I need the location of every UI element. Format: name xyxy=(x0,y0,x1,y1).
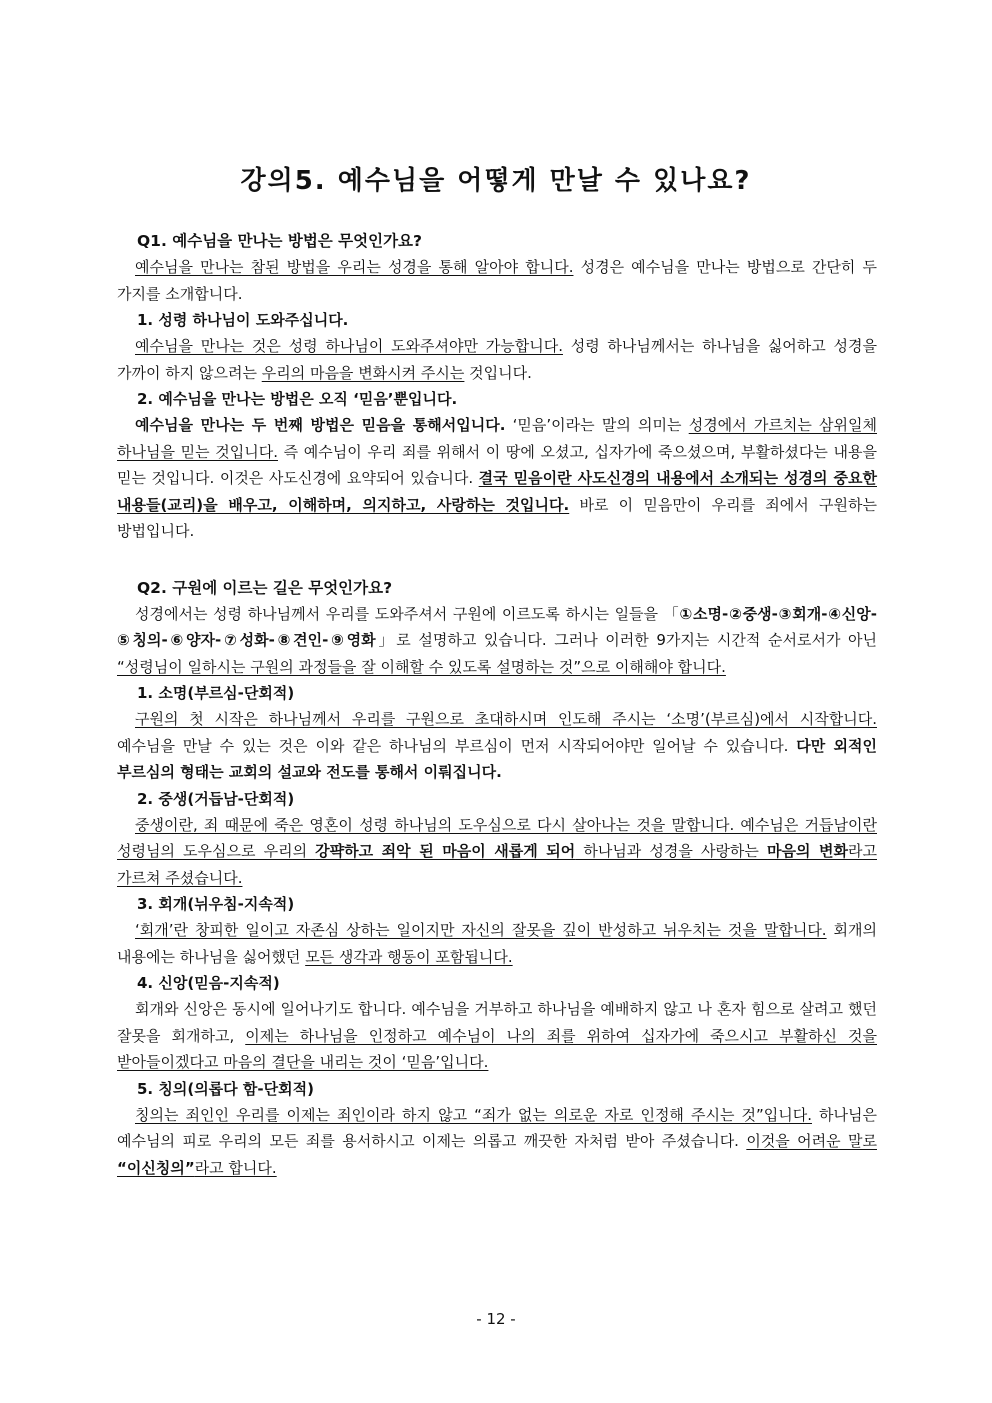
q2-h1-bold: 다만 외적인 부르심의 형태는 교회의 설교와 전도를 통해서 이뤄집니다. xyxy=(117,736,877,781)
q2-h5-underlined-b: 이것을 어려운 말로 xyxy=(746,1132,877,1150)
q1-h1-underlined-a: 예수님을 만나는 것은 성령 하나님이 도와주셔야만 가능합니다. xyxy=(135,337,563,355)
q2-h2-bold-underlined-b: 마음의 변화 xyxy=(767,842,849,860)
q2-heading-5: 5. 칭의(의롭다 함-단회적) xyxy=(137,1079,314,1098)
document-body xyxy=(117,228,877,1181)
q2-intro-text-b: 」로 설명하고 있습니다. 그러나 이러한 9가지는 시간적 순서로서가 아닌 xyxy=(375,631,877,649)
q1-intro-text: 성경은 예수님을 만나는 방법으로 간단히 두 가지를 소개합니다. xyxy=(117,258,878,303)
q2-heading-4-paragraph xyxy=(117,996,877,1076)
q2-h2-underlined-a: 중생이란, 죄 때문에 죽은 영혼이 성령 하나님의 도우심으로 다시 살아나는 것을 말합니다. 예수님은 거듭남이란 성령님의 도우심으로 우리의 xyxy=(117,815,877,860)
q1-h2-text-c: 바로 이 믿음만이 우리를 죄에서 구원하는 방법입니다. xyxy=(117,495,877,540)
q1-heading-2: 2. 예수님을 만나는 방법은 오직 ‘믿음’뿐입니다. xyxy=(137,390,458,408)
q2-intro-underlined: “성령님이 일하시는 구원의 과정들을 잘 이해할 수 있도록 설명하는 것”으로 이해해야 합니다. xyxy=(117,657,726,676)
q2-h2-underlined-b: 하나님과 성경을 사랑하는 xyxy=(575,842,768,860)
q2-intro-steps: ①소명-②중생-③회개-④신앙-⑤칭의-⑥양자-⑦성화-⑧견인-⑨영화 xyxy=(117,604,878,649)
q2-h5-bold-underlined: “이신칭의” xyxy=(117,1158,195,1177)
q1-h2-bold-underlined: 결국 믿음이란 사도신경의 내용에서 소개되는 성경의 중요한 내용들(교리)을 배우고, 이해하며, 의지하고, 사랑하는 것입니다. xyxy=(117,469,877,514)
q1-h1-underlined-b: 우리의 마음을 변화시켜 주시는 xyxy=(261,363,465,382)
q2-h3-underlined-a: ‘회개’란 창피한 일이고 자존심 상하는 일이지만 자신의 잘못을 깊이 반성하고 뉘우치는 것을 말합니다. xyxy=(135,921,827,939)
q1-intro-underlined: 예수님을 만나는 참된 방법을 우리는 성경을 통해 알아야 합니다. xyxy=(135,258,574,276)
q1-h2-underlined: 성경에서 가르치는 삼위일체 하나님을 믿는 것입니다. xyxy=(117,416,877,461)
q2-heading-5-paragraph xyxy=(117,1102,877,1182)
lecture-title: 강의5. 예수님을 어떻게 만날 수 있나요? xyxy=(240,166,752,196)
q2-intro-text-a: 성경에서는 성령 하나님께서 우리를 도와주셔서 구원에 이르도록 하시는 일들을 「 xyxy=(135,604,680,623)
q2-h1-text: 예수님을 만날 수 있는 것은 이와 같은 하나님의 부르심이 먼저 시작되어야만 일어날 수 있습니다. xyxy=(117,736,797,755)
q2-h1-underlined: 구원의 첫 시작은 하나님께서 우리를 구원으로 초대하시며 인도해 주시는 ‘소명’(부르심)에서 시작합니다. xyxy=(135,710,877,728)
q2-heading-1-paragraph xyxy=(117,706,877,786)
q1-heading-1-paragraph xyxy=(117,333,877,386)
q2-h3-text: 회개의 내용에는 하나님을 싫어했던 xyxy=(117,921,877,966)
q2-h5-underlined-c: 라고 합니다. xyxy=(194,1158,277,1177)
q2-h3-underlined-b: 모든 생각과 행동이 포함됩니다. xyxy=(305,947,513,966)
q2-heading-4: 4. 신앙(믿음-지속적) xyxy=(137,974,280,992)
question-1: Q1. 예수님을 만나는 방법은 무엇인가요? xyxy=(137,232,423,250)
question-2: Q2. 구원에 이르는 길은 무엇인가요? xyxy=(137,578,393,597)
q2-h4-underlined: 이제는 하나님을 인정하고 예수님이 나의 죄를 위하여 십자가에 죽으시고 부활하신 것을 받아들이겠다고 마음의 결단을 내리는 것이 ‘믿음’입니다. xyxy=(117,1026,877,1071)
q2-h5-text: 하나님은 예수님의 피로 우리의 모든 죄를 용서하시고 이제는 의롭고 깨끗한 자처럼 받아 주셨습니다. xyxy=(117,1105,877,1150)
q2-h2-underlined-c: 라고 가르쳐 주셨습니다. xyxy=(117,842,877,887)
q2-h5-underlined-a: 칭의는 죄인인 우리를 이제는 죄인이라 하지 않고 “죄가 없는 의로운 자로 인정해 주시는 것”입니다. xyxy=(135,1105,812,1124)
q1-heading-2-paragraph xyxy=(117,412,877,545)
q2-heading-3: 3. 회개(뉘우침-지속적) xyxy=(137,895,295,913)
q1-heading-1: 1. 성령 하나님이 도와주십니다. xyxy=(137,311,349,329)
q2-heading-2-paragraph xyxy=(117,812,877,892)
q2-h4-text: 회개와 신앙은 동시에 일어나기도 합니다. 예수님을 거부하고 하나님을 예배하지 않고 나 혼자 힘으로 살려고 했던 잘못을 회개하고, xyxy=(117,1000,877,1045)
q1-h2-text-a: ‘믿음’이라는 말의 의미는 xyxy=(505,416,689,434)
q1-h2-bold: 예수님을 만나는 두 번째 방법은 믿음을 통해서입니다. xyxy=(135,416,506,434)
q2-h2-bold-underlined-a: 강퍅하고 죄악 된 마음이 새롭게 되어 xyxy=(315,842,576,860)
page-number: - 12 - xyxy=(476,1310,516,1328)
q1-h2-text-b: 즉 예수님이 우리 죄를 위해서 이 땅에 오셨고, 십자가에 죽으셨으며, 부활하셨다는 내용을 믿는 것입니다. 이것은 사도신경에 요약되어 있습니다. xyxy=(117,442,877,487)
q1-h1-text-a: 성령 하나님께서는 하나님을 싫어하고 성경을 가까이 하지 않으려는 xyxy=(117,337,877,382)
q2-heading-3-paragraph xyxy=(117,917,877,970)
q1-intro-paragraph xyxy=(117,254,877,307)
q1-h1-text-b: 것입니다. xyxy=(464,363,532,382)
q2-intro-paragraph xyxy=(117,601,877,681)
q2-heading-1: 1. 소명(부르심-단회적) xyxy=(137,684,295,702)
q2-heading-2: 2. 중생(거듭남-단회적) xyxy=(137,789,295,808)
